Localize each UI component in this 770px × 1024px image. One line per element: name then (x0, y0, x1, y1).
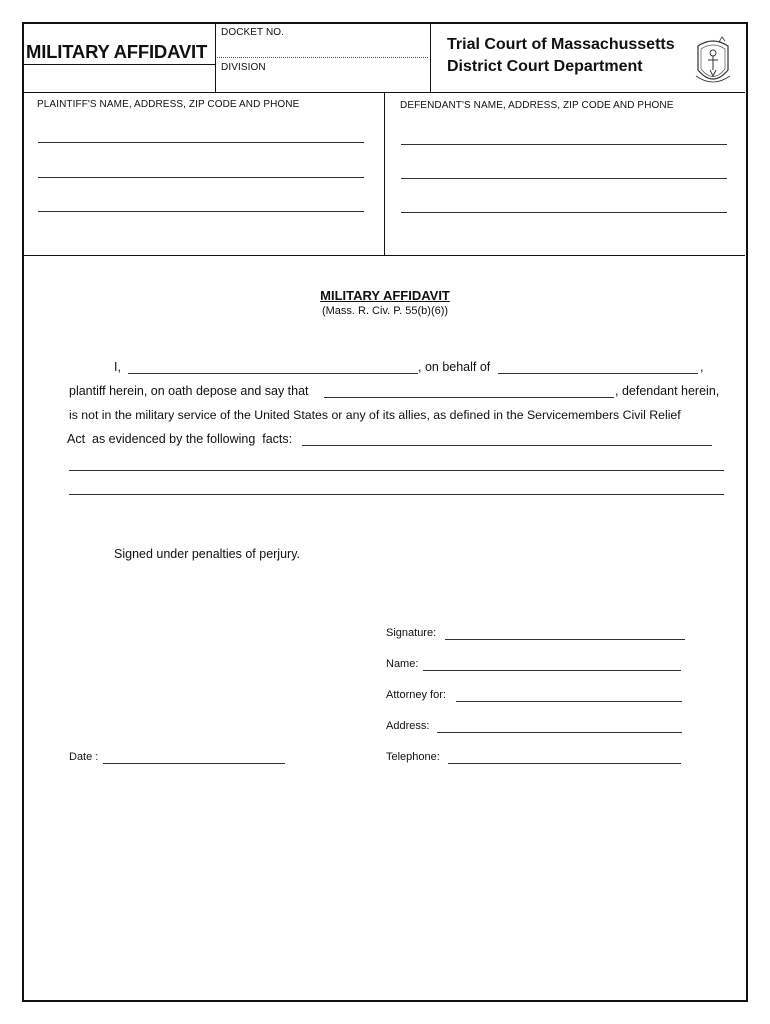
court-name-line2: District Court Department (447, 58, 643, 75)
division-label: DIVISION (221, 62, 266, 73)
line1-prefix: I, (114, 360, 121, 374)
defendant-name-field[interactable] (324, 397, 614, 398)
plaintiff-line-3[interactable] (38, 211, 364, 212)
facts-field-2[interactable] (69, 470, 724, 471)
line3: is not in the military service of the United States or any of its allies, as defined in the Servicemembers Civil Relief (69, 408, 681, 422)
facts-field-1[interactable] (302, 445, 712, 446)
defendant-line-1[interactable] (401, 144, 727, 145)
defendant-line-2[interactable] (401, 178, 727, 179)
affidavit-citation: (Mass. R. Civ. P. 55(b)(6)) (321, 305, 449, 317)
line2-suffix: , defendant herein, (615, 384, 720, 398)
defendant-label: DEFENDANT'S NAME, ADDRESS, ZIP CODE AND PHONE (400, 100, 674, 111)
facts-field-3[interactable] (69, 494, 724, 495)
affidavit-heading: MILITARY AFFIDAVIT (320, 288, 450, 303)
plaintiff-label: PLAINTIFF'S NAME, ADDRESS, ZIP CODE AND PHONE (37, 99, 300, 110)
docket-label: DOCKET NO. (221, 27, 285, 38)
perjury-statement: Signed under penalties of perjury. (114, 547, 300, 561)
telephone-field[interactable] (448, 763, 681, 764)
line1-middle: , on behalf of (418, 360, 491, 374)
defendant-line-3[interactable] (401, 212, 727, 213)
name-field[interactable] (423, 670, 681, 671)
attorney-for-label: Attorney for: (386, 689, 446, 701)
header-right-divider (430, 23, 431, 93)
telephone-label: Telephone: (386, 751, 440, 763)
date-label: Date : (69, 751, 99, 763)
affiant-name-field[interactable] (128, 373, 418, 374)
date-field[interactable] (103, 763, 285, 764)
parties-bottom-divider (23, 255, 745, 256)
address-field[interactable] (437, 732, 682, 733)
on-behalf-of-field[interactable] (498, 373, 698, 374)
massachusetts-seal-icon (692, 36, 734, 90)
name-label: Name: (386, 658, 419, 670)
signature-field[interactable] (445, 639, 685, 640)
form-border (22, 22, 748, 1002)
plaintiff-line-1[interactable] (38, 142, 364, 143)
line1-suffix: , (700, 360, 704, 374)
attorney-for-field[interactable] (456, 701, 682, 702)
signature-label: Signature: (386, 627, 437, 639)
docket-field[interactable] (217, 57, 428, 58)
parties-divider (384, 93, 385, 256)
plaintiff-line-2[interactable] (38, 177, 364, 178)
address-label: Address: (386, 720, 430, 732)
court-name-line1: Trial Court of Massachussetts (447, 36, 675, 53)
line4-prefix: Act as evidenced by the following facts: (67, 432, 293, 446)
line2-prefix: plantiff herein, on oath depose and say that (69, 384, 309, 398)
form-title: MILITARY AFFIDAVIT (26, 41, 208, 62)
